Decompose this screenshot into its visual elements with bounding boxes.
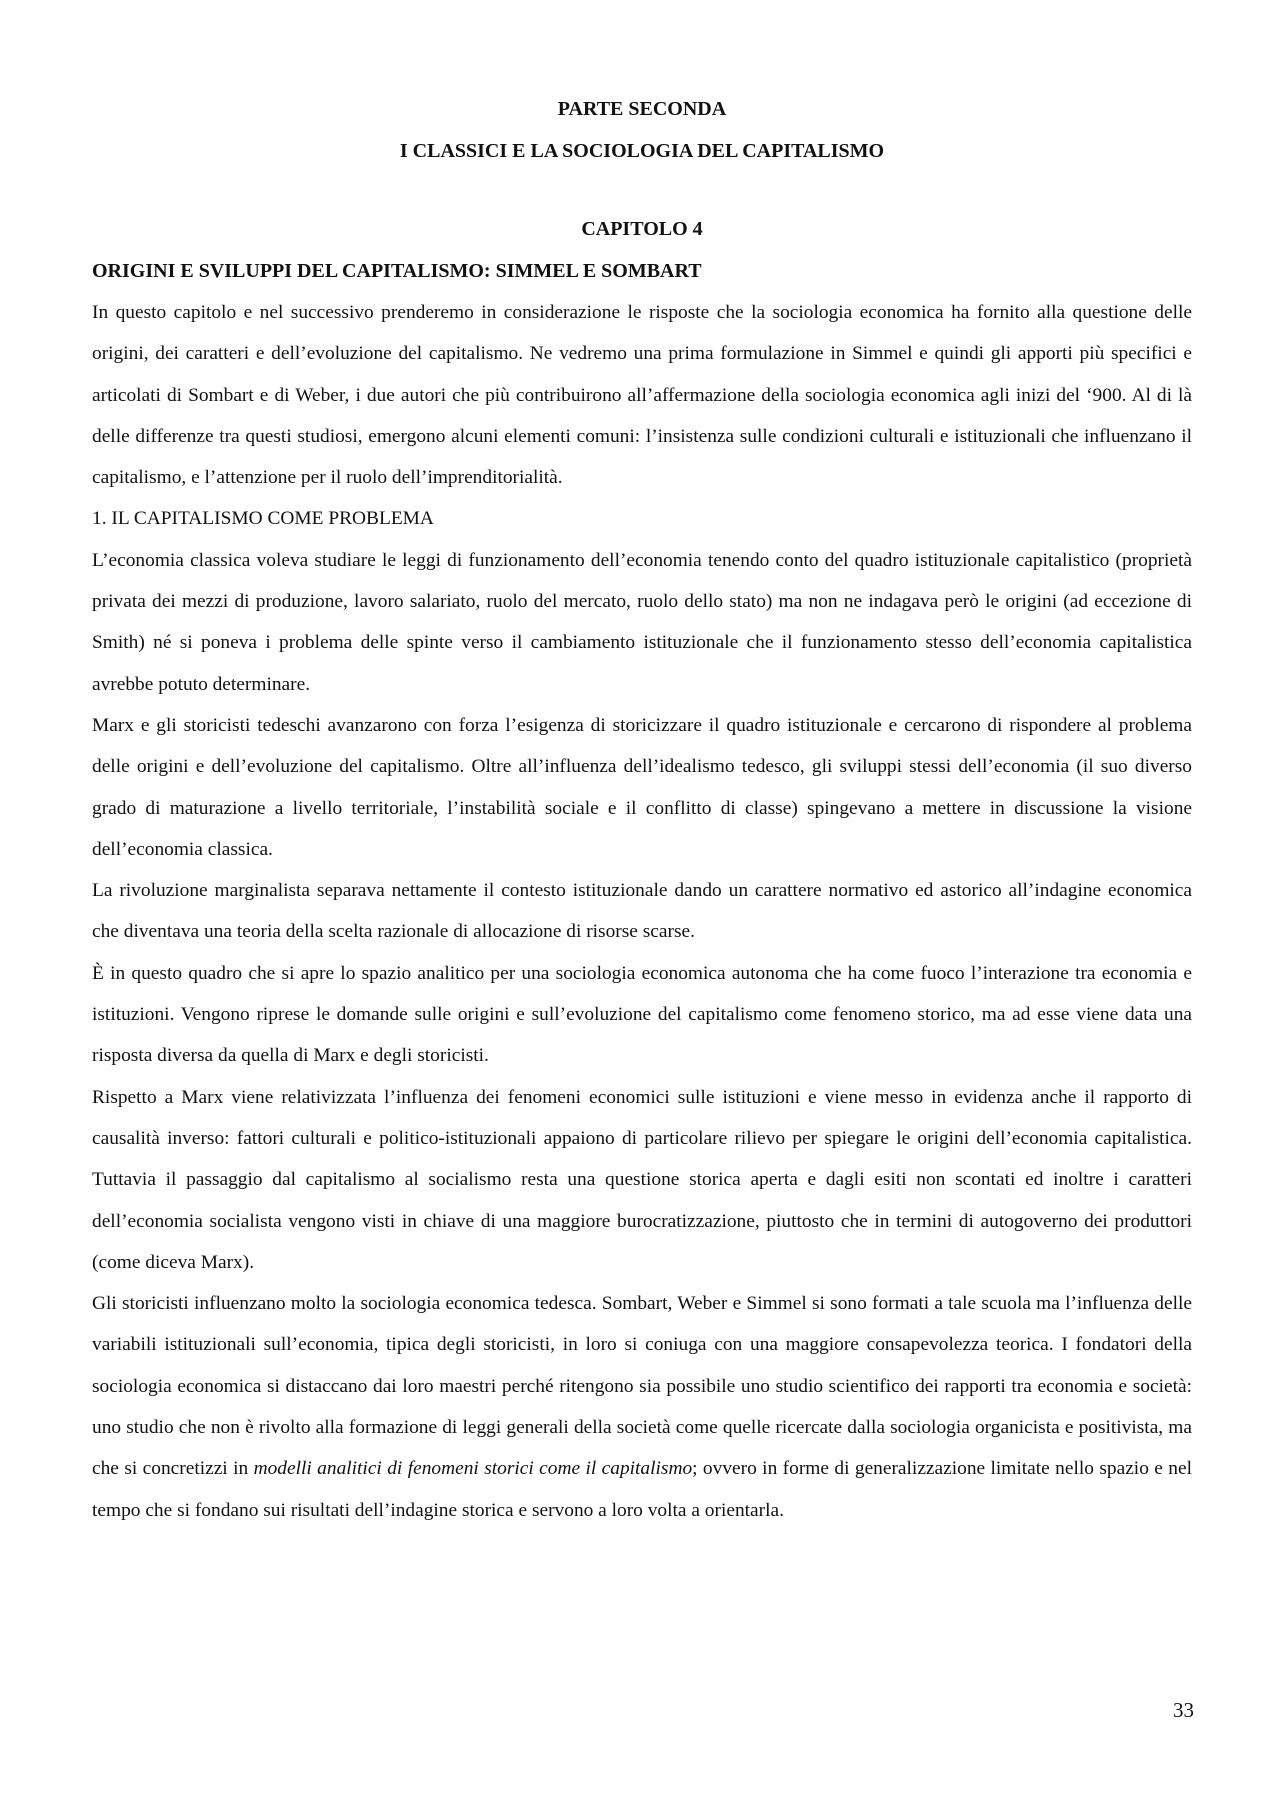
part-label: PARTE SECONDA <box>557 98 727 120</box>
section-heading: 1. IL CAPITALISMO COME PROBLEMA <box>92 508 434 530</box>
part-title: I CLASSICI E LA SOCIOLOGIA DEL CAPITALISMO <box>399 140 885 162</box>
body-paragraph: È in questo quadro che si apre lo spazio analitico per una sociologia economica autonoma che ha come fuoco l’interazione tra economia e istituzioni. Vengono riprese le domande sulle origini e sull’evoluzione del capitalismo come fenomeno storico, ma ad esse viene data una risposta diversa da quella di Marx e degli storicisti. <box>92 962 1192 1067</box>
page-number: 33 <box>1173 1698 1194 1722</box>
last-paragraph-start: Gli storicisti influenzano molto la sociologia economica tedesca. Sombart, Weber e Simmel si sono formati a tale scuola ma l’influenza delle variabili istituzionali sull’economia, tipica degli storicisti, in loro si coniuga con una maggiore consapevolezza teorica. I fondatori della sociologia economica si distaccano dai loro maestri perché ritengono sia possibile uno studio scientifico dei rapporti tra economia e società: uno studio che non è rivolto alla formazione di leggi generali della società come quelle ricercate dalla sociologia organicista e positivista, ma che si concretizzi in <box>92 1293 1192 1480</box>
body-paragraph: Marx e gli storicisti tedeschi avanzarono con forza l’esigenza di storicizzare il quadro istituzionale e cercarono di rispondere al problema delle origini e dell’evoluzione del capitalismo. Oltre all’influenza dell’idealismo tedesco, gli sviluppi stessi dell’economia (il suo diverso grado di maturazione a livello territoriale, l’instabilità sociale e il conflitto di classe) spingevano a mettere in discussione la visione dell’economia classica. <box>92 714 1192 860</box>
chapter-label: CAPITOLO 4 <box>581 218 703 240</box>
document-page <box>92 88 1192 1531</box>
body-paragraph: La rivoluzione marginalista separava nettamente il contesto istituzionale dando un carattere normativo ed astorico all’indagine economica che diventava una teoria della scelta razionale di allocazione di risorse scarse. <box>92 880 1192 943</box>
italic-emphasis: modelli analitici di fenomeni storici come il capitalismo <box>253 1458 693 1480</box>
body-paragraph: Rispetto a Marx viene relativizzata l’influenza dei fenomeni economici sulle istituzioni e viene messo in evidenza anche il rapporto di causalità inverso: fattori culturali e politico-istituzionali appaiono di particolare rilievo per spiegare le origini dell’economia capitalistica. Tuttavia il passaggio dal capitalismo al socialismo resta una questione storica aperta e dagli esiti non scontati ed inoltre i caratteri dell’economia socialista vengono visti in chiave di una maggiore burocratizzazione, piuttosto che in termini di autogoverno dei produttori (come diceva Marx). <box>92 1086 1192 1273</box>
body-paragraph-last <box>92 1283 1192 1531</box>
intro-paragraph: In questo capitolo e nel successivo prenderemo in considerazione le risposte che la sociologia economica ha fornito alla questione delle origini, dei caratteri e dell’evoluzione del capitalismo. Ne vedremo una prima formulazione in Simmel e quindi gli apporti più specifici e articolati di Sombart e di Weber, i due autori che più contribuirono all’affermazione della sociologia economica agli inizi del ‘900. Al di là delle differenze tra questi studiosi, emergono alcuni elementi comuni: l’insistenza sulle condizioni culturali e istituzionali che influenzano il capitalismo, e l’attenzione per il ruolo dell’imprenditorialità. <box>92 302 1192 489</box>
chapter-title: ORIGINI E SVILUPPI DEL CAPITALISMO: SIMMEL E SOMBART <box>92 260 702 282</box>
body-paragraph: L’economia classica voleva studiare le leggi di funzionamento dell’economia tenendo conto del quadro istituzionale capitalistico (proprietà privata dei mezzi di produzione, lavoro salariato, ruolo del mercato, ruolo dello stato) ma non ne indagava però le origini (ad eccezione di Smith) né si poneva i problema delle spinte verso il cambiamento istituzionale che il funzionamento stesso dell’economia capitalistica avrebbe potuto determinare. <box>92 549 1192 695</box>
last-paragraph-end: ; ovvero in forme di generalizzazione limitate nello spazio e nel tempo che si fondano sui risultati dell’indagine storica e servono a loro volta a orientarla. <box>92 1458 1192 1521</box>
